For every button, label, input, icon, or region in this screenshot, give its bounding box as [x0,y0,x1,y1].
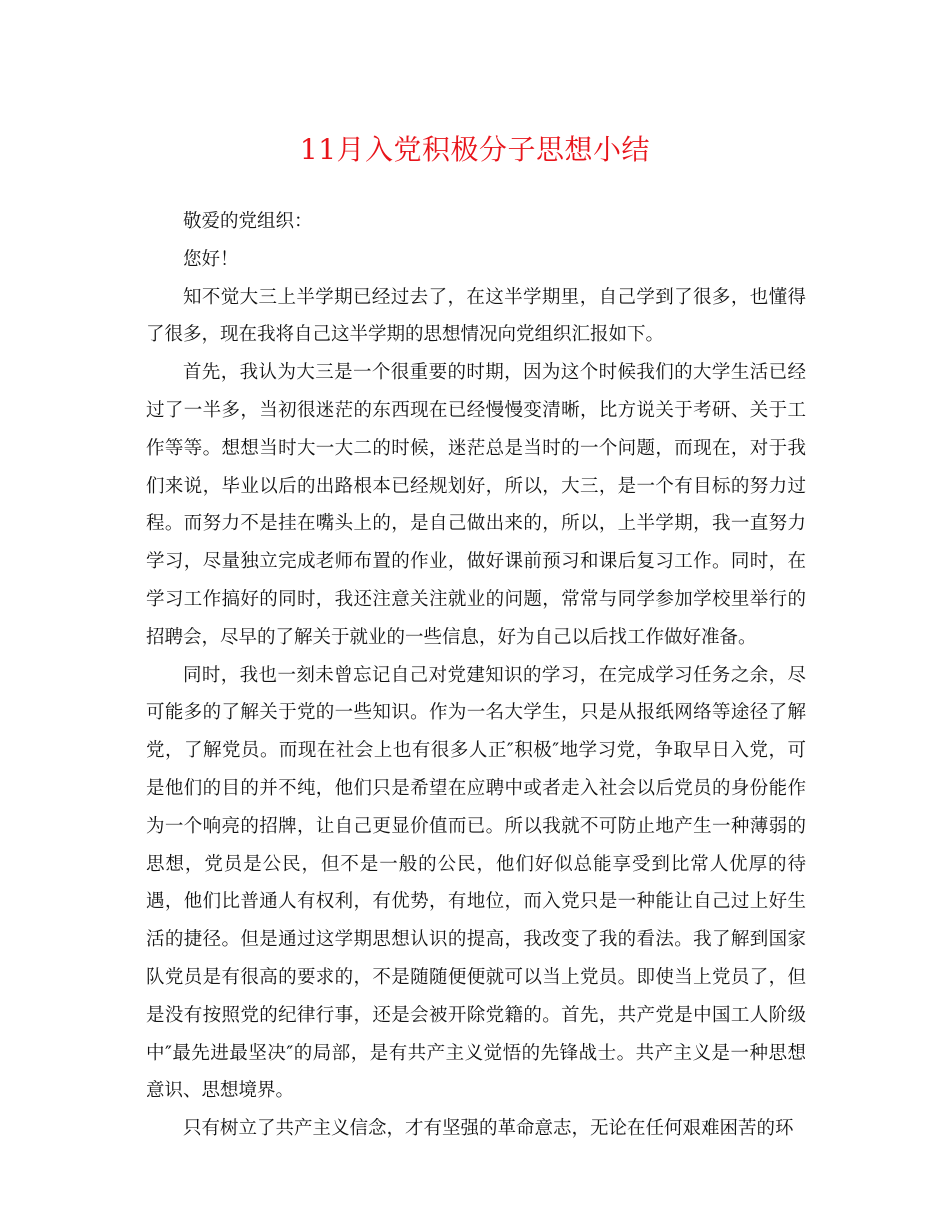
paragraph: 同时，我也一刻未曾忘记自己对党建知识的学习，在完成学习任务之余，尽可能多的了解关于党的一些知识。作为一名大学生，只是从报纸网络等途径了解党，了解党员。而现在社会上也有很多人正″积极″地学习党，争取早日入党，可是他们的目的并不纯，他们只是希望在应聘中或者走入社会以后党员的身份能作为一个响亮的招牌，让自己更显价值而已。所以我就不可防止地产生一种薄弱的思想，党员是公民，但不是一般的公民，他们好似总能享受到比常人优厚的待遇，他们比普通人有权利，有优势，有地位，而入党只是一种能让自己过上好生活的捷径。但是通过这学期思想认识的提高，我改变了我的看法。我了解到国家队党员是有很高的要求的，不是随随便便就可以当上党员。即使当上党员了，但是没有按照党的纪律行事，还是会被开除党籍的。首先，共产党是中国工人阶级中″最先进最坚决″的局部，是有共产主义觉悟的先锋战士。共产主义是一种思想意识、思想境界。 [146,664,806,1102]
greeting: 您好！ [183,248,239,270]
document-title: 11月入党积极分子思想小结 [299,133,651,166]
paragraph: 首先，我认为大三是一个很重要的时期，因为这个时候我们的大学生活已经过了一半多，当初很迷茫的东西现在已经慢慢变清晰，比方说关于考研、关于工作等等。想想当时大一大二的时候，迷茫总是当时的一个问题，而现在，对于我们来说，毕业以后的出路根本已经规划好，所以，大三，是一个有目标的努力过程。而努力不是挂在嘴头上的，是自己做出来的，所以，上半学期，我一直努力学习，尽量独立完成老师布置的作业，做好课前预习和课后复习工作。同时，在学习工作搞好的同时，我还注意关注就业的问题，常常与同学参加学校里举行的招聘会，尽早的了解关于就业的一些信息，好为自己以后找工作做好准备。 [146,362,806,648]
document-body [146,203,806,1148]
salutation: 敬爱的党组织： [183,211,313,232]
paragraph: 只有树立了共产主义信念，才有坚强的革命意志，无论在任何艰难困苦的环 [183,1118,794,1140]
paragraph: 知不觉大三上半学期已经过去了，在这半学期里，自己学到了很多，也懂得了很多，现在我将自己这半学期的思想情况向党组织汇报如下。 [146,286,806,346]
